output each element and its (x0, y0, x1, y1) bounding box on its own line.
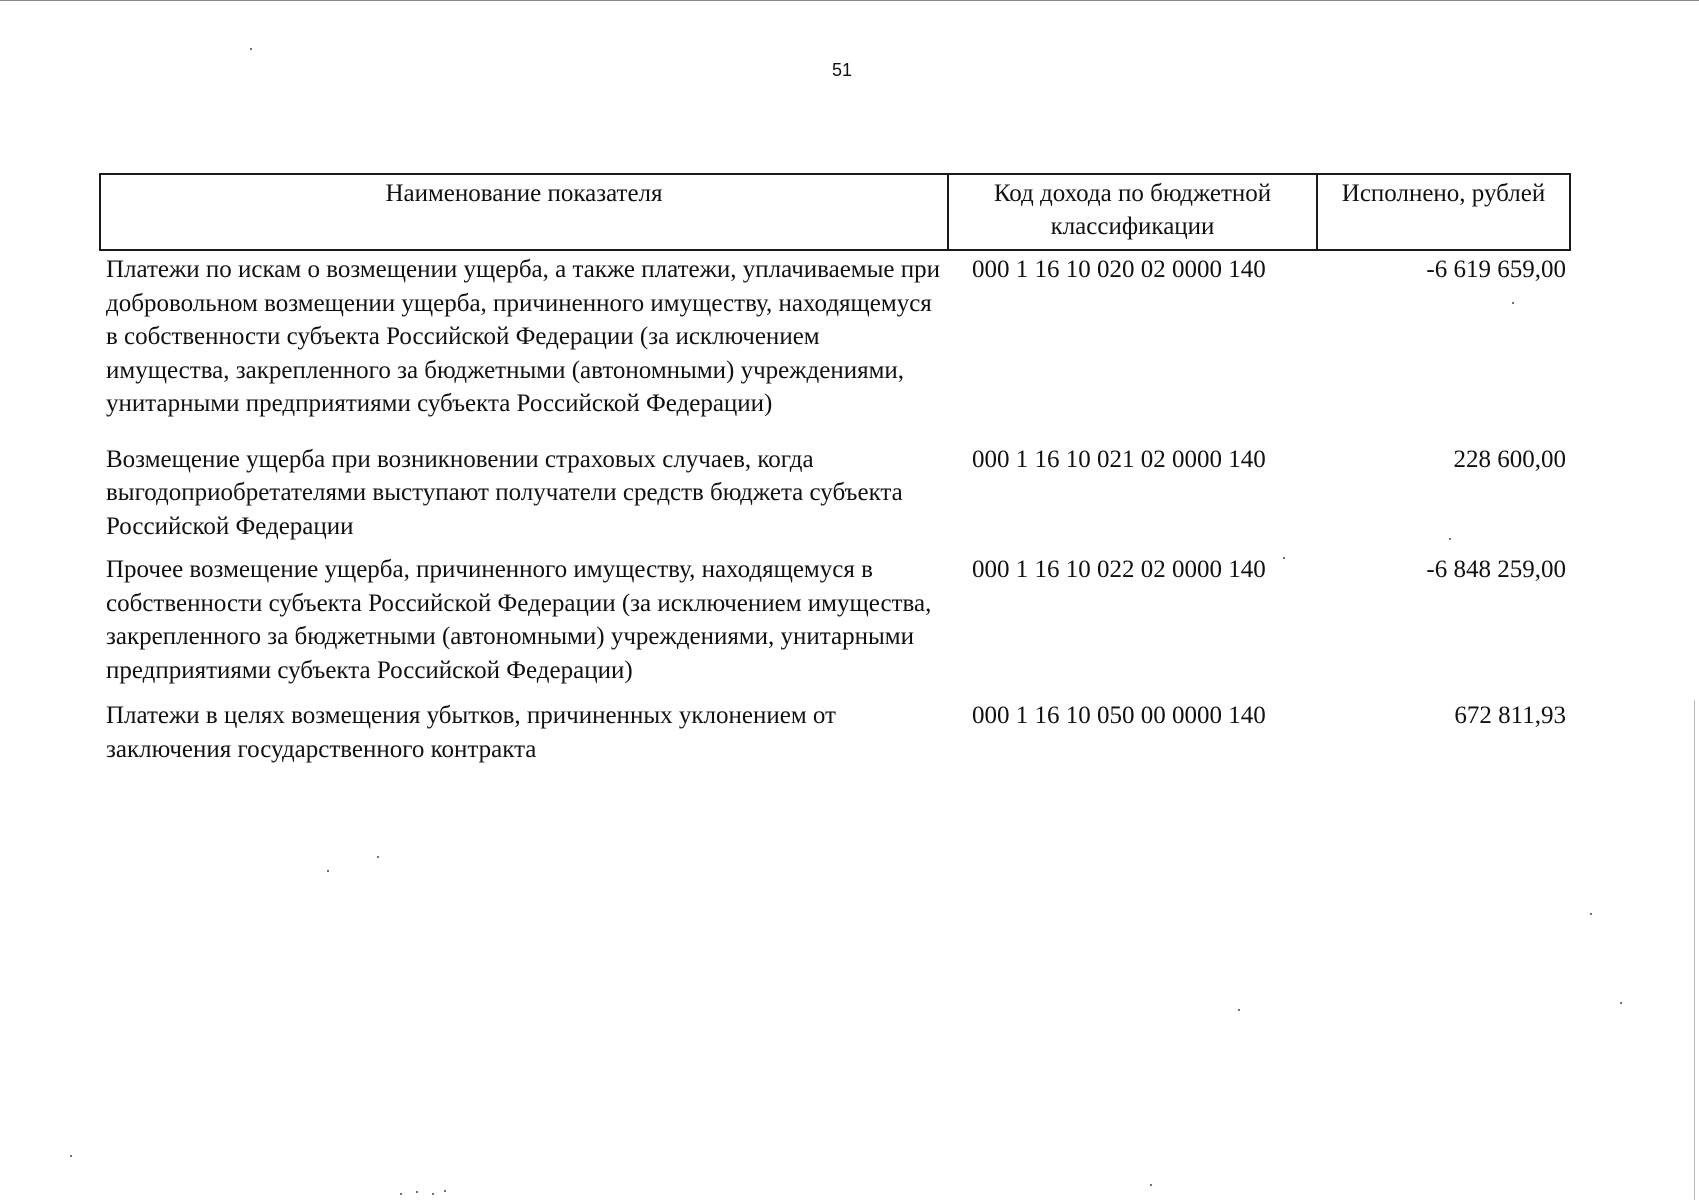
table-header (100, 174, 1570, 250)
scan-speck (400, 1193, 402, 1195)
scan-speck (1283, 557, 1285, 559)
scan-speck (327, 870, 329, 872)
scan-speck (444, 1190, 446, 1192)
row-amount: -6 848 259,00 (1426, 556, 1566, 583)
scan-speck (1620, 1002, 1622, 1004)
row-name: Платежи в целях возмещения убытков, причиненных уклонением от заключения государственного контракта (106, 702, 836, 763)
row-amount: 672 811,93 (1454, 702, 1566, 729)
header-amount: Исполнено, рублей (1317, 174, 1570, 250)
row-code: 000 1 16 10 022 02 0000 140 (972, 556, 1266, 583)
table-row (100, 543, 1570, 687)
table-body (100, 250, 1570, 766)
scan-top-edge (0, 0, 1699, 1)
scan-speck (416, 1191, 418, 1193)
scan-speck (70, 1155, 72, 1157)
revenue-table (99, 173, 1571, 766)
table-row (100, 687, 1570, 766)
row-code: 000 1 16 10 020 02 0000 140 (972, 256, 1266, 283)
scan-right-edge (1694, 700, 1695, 1200)
header-name: Наименование показателя (100, 174, 948, 250)
row-name: Платежи по искам о возмещении ущерба, а также платежи, уплачиваемые при добровольном возмещении ущерба, причиненного имуществу, находящемуся в собственности субъекта Российской Федерации (за исключением имущества, закрепленного за бюджетными (автономными) учреждениями, унитарными предприятиями субъекта Российской Федерации) (106, 256, 941, 417)
scan-speck (1449, 538, 1451, 540)
scan-speck (1590, 913, 1592, 915)
scan-speck (1512, 302, 1514, 304)
scan-speck (1238, 1009, 1240, 1011)
row-code: 000 1 16 10 050 00 0000 140 (972, 702, 1266, 729)
row-name: Возмещение ущерба при возникновении страховых случаев, когда выгодоприобретателями выступают получатели средств бюджета субъекта Российской Федерации (106, 445, 903, 540)
row-amount: 228 600,00 (1453, 445, 1566, 473)
page-number: 51 (831, 60, 853, 80)
row-code: 000 1 16 10 021 02 0000 140 (972, 445, 1266, 473)
scan-speck (377, 856, 379, 858)
row-name: Прочее возмещение ущерба, причиненного имуществу, находящемуся в собственности субъекта Российской Федерации (за исключением имущества, закрепленного за бюджетными (автономными) учреждениями, унитарными предприятиями субъекта Российской Федерации) (106, 556, 932, 684)
table-header-row (100, 174, 1570, 250)
table-row (100, 421, 1570, 544)
scan-speck (250, 48, 252, 50)
scan-speck (432, 1193, 434, 1195)
header-code: Код дохода по бюджетной классификации (948, 174, 1317, 250)
scan-speck (1150, 1184, 1152, 1186)
table-row (100, 250, 1570, 421)
row-amount: -6 619 659,00 (1426, 256, 1566, 283)
